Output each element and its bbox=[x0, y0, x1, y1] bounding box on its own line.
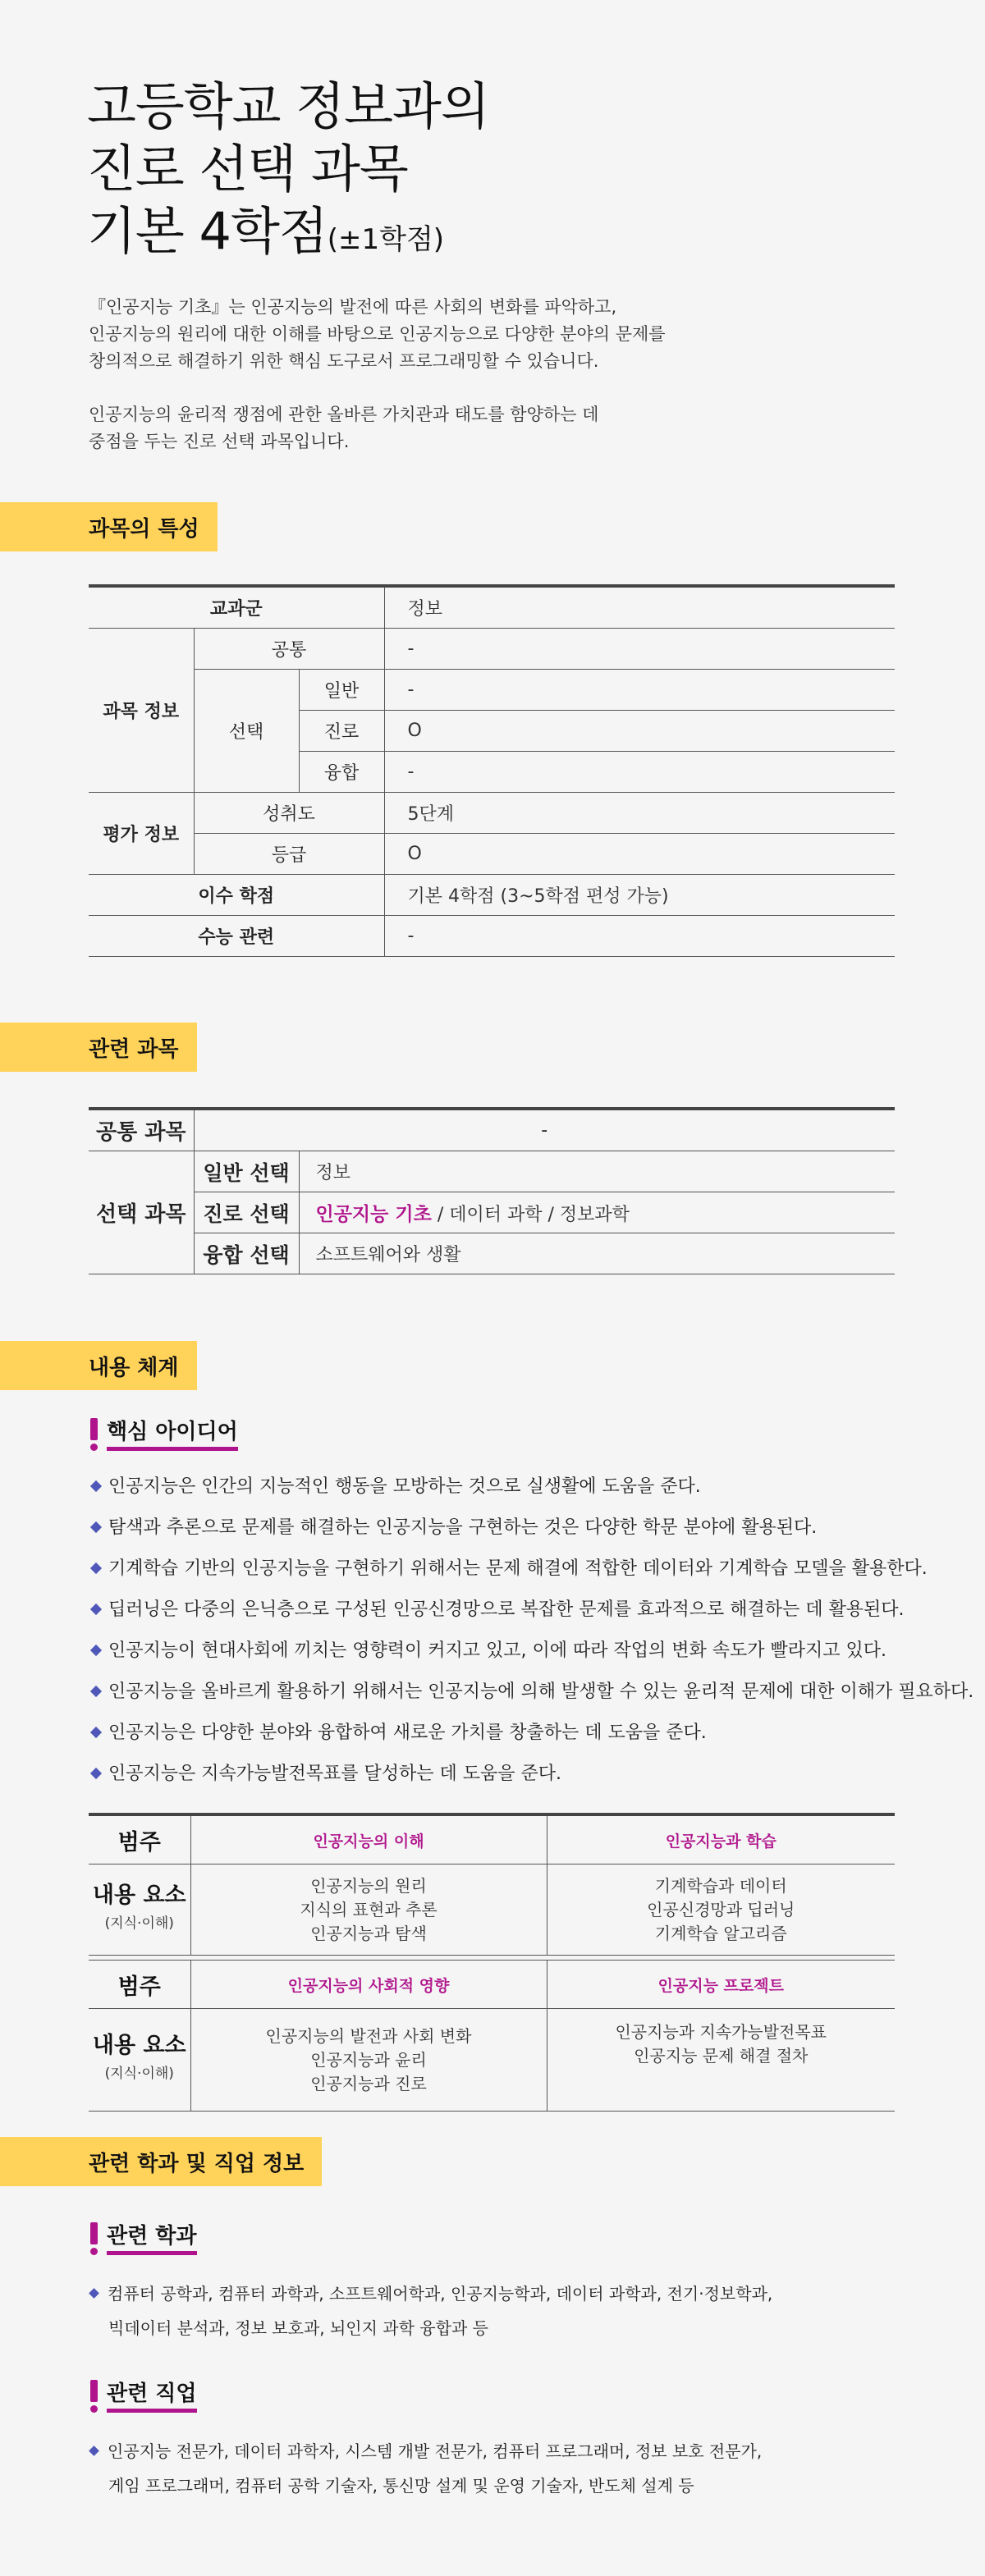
section-banner-related-courses: 관련 과목 bbox=[0, 1023, 197, 1072]
list-item-text: 기계학습 기반의 인공지능을 구현하기 위해서는 문제 해결에 적합한 데이터와 기계학습 모델을 활용한다. bbox=[108, 1558, 928, 1579]
cell-label: 공통 과목 bbox=[89, 1109, 194, 1151]
content-item: 인공지능 문제 해결 절차 bbox=[634, 2046, 809, 2066]
intro-line: 중점을 두는 진로 선택 과목입니다. bbox=[89, 432, 350, 451]
intro-paragraph-2 bbox=[89, 401, 827, 455]
list-item-text: 인공지능은 다양한 분야와 융합하여 새로운 가치를 창출하는 데 도움을 준다. bbox=[108, 1723, 707, 1743]
intro-paragraph-1 bbox=[89, 294, 827, 375]
dept-text: 컴퓨터 공학과, 컴퓨터 과학과, 소프트웨어학과, 인공지능학과, 데이터 과학과, 전기·정보학과, bbox=[108, 2284, 773, 2304]
content-item: 인공지능의 원리 bbox=[310, 1875, 427, 1896]
exclamation-icon bbox=[89, 2222, 98, 2255]
category-cell: 인공지능 프로젝트 bbox=[547, 1961, 895, 2009]
cell-label: 융합 선택 bbox=[194, 1233, 299, 1274]
subheading-label: 관련 학과 bbox=[107, 2223, 197, 2255]
list-item-text: 딥러닝은 다중의 은닉층으로 구성된 인공신경망으로 복잡한 문제를 효과적으로 해결하는 데 활용된다. bbox=[108, 1599, 905, 1620]
category-cell: 인공지능의 이해 bbox=[190, 1814, 547, 1865]
content-element-label: 내용 요소 bbox=[92, 1883, 186, 1908]
list-item-text: 인공지능이 현대사회에 끼치는 영향력이 커지고 있고, 이에 따라 작업의 변화 속도가 빨라지고 있다. bbox=[108, 1640, 886, 1661]
core-ideas-heading bbox=[89, 1418, 238, 1451]
category-cell: 인공지능과 학습 bbox=[547, 1814, 895, 1865]
intro-text bbox=[89, 294, 827, 482]
content-item: 지식의 표현과 추론 bbox=[300, 1899, 438, 1919]
list-item-text: 인공지능을 올바르게 활용하기 위해서는 인공지능에 의해 발생할 수 있는 윤리적 문제에 대한 이해가 필요하다. bbox=[108, 1681, 974, 1702]
diamond-bullet-icon bbox=[90, 1686, 102, 1697]
diamond-bullet-icon bbox=[90, 1727, 102, 1738]
list-item bbox=[89, 1676, 975, 1717]
section-banner-dept-job: 관련 학과 및 직업 정보 bbox=[0, 2137, 322, 2186]
core-ideas-list bbox=[89, 1471, 975, 1799]
cell-label: 범주 bbox=[89, 1961, 190, 2009]
cell-value: 정보 bbox=[384, 586, 895, 629]
cell-value: 5단계 bbox=[384, 792, 895, 833]
cell-label: 성취도 bbox=[194, 792, 384, 833]
cell-value: - bbox=[384, 751, 895, 792]
title-line-2: 진로 선택 과목 bbox=[87, 139, 408, 199]
content-table-wrap bbox=[89, 1813, 895, 2112]
title-line-1: 고등학교 정보과의 bbox=[87, 76, 489, 136]
list-item bbox=[89, 1512, 975, 1553]
related-dept-text bbox=[89, 2276, 951, 2345]
highlight-course: 인공지능 기초 bbox=[315, 1204, 432, 1225]
related-job-text bbox=[89, 2434, 951, 2503]
cell-value: - bbox=[384, 629, 895, 670]
cell-label: 수능 관련 bbox=[89, 915, 384, 956]
cell-label: 일반 선택 bbox=[194, 1151, 299, 1192]
features-table bbox=[89, 584, 895, 957]
cell-value: O bbox=[384, 710, 895, 751]
title-credits-range: (±1학점) bbox=[327, 223, 445, 256]
content-item: 인공지능과 윤리 bbox=[310, 2049, 427, 2070]
content-cell bbox=[190, 2009, 547, 2112]
job-line-2: 게임 프로그래머, 컴퓨터 공학 기술자, 통신망 설계 및 운영 기술자, 반도체 설계 등 bbox=[108, 2476, 694, 2496]
job-text: 인공지능 전문가, 데이터 과학자, 시스템 개발 전문가, 컴퓨터 프로그래머, 정보 보호 전문가, bbox=[108, 2441, 763, 2461]
content-element-sub: (지식·이해) bbox=[104, 1915, 174, 1932]
intro-line: 『인공지능 기초』는 인공지능의 발전에 따른 사회의 변화를 파악하고, bbox=[89, 297, 617, 317]
course-list: / 데이터 과학 / 정보과학 bbox=[431, 1205, 630, 1225]
content-cell bbox=[547, 1865, 895, 1956]
list-item bbox=[89, 1553, 975, 1594]
category-cell: 인공지능의 사회적 영향 bbox=[190, 1961, 547, 2009]
cell-label bbox=[89, 1865, 190, 1956]
job-line-1 bbox=[89, 2434, 951, 2468]
cell-value bbox=[299, 1192, 895, 1233]
cell-label: 선택 과목 bbox=[89, 1151, 194, 1274]
dept-line-2: 빅데이터 분석과, 정보 보호과, 뇌인지 과학 융합과 등 bbox=[108, 2318, 488, 2338]
page-title bbox=[87, 75, 489, 271]
cell-label: 과목 정보 bbox=[89, 629, 194, 793]
subheading-label: 핵심 아이디어 bbox=[107, 1419, 238, 1451]
content-cell bbox=[547, 2009, 895, 2112]
cell-value: - bbox=[384, 670, 895, 711]
cell-label: 진로 선택 bbox=[194, 1192, 299, 1233]
exclamation-icon bbox=[89, 2380, 98, 2413]
list-item-text: 탐색과 추론으로 문제를 해결하는 인공지능을 구현하는 것은 다양한 학문 분야에 활용된다. bbox=[108, 1517, 818, 1538]
cell-label: 범주 bbox=[89, 1814, 190, 1865]
content-item: 기계학습과 데이터 bbox=[654, 1875, 787, 1896]
diamond-bullet-icon bbox=[90, 1768, 102, 1779]
dept-line-1 bbox=[89, 2276, 951, 2311]
content-element-sub: (지식·이해) bbox=[104, 2066, 174, 2082]
diamond-bullet-icon bbox=[89, 2446, 99, 2456]
cell-value: 정보 bbox=[299, 1151, 895, 1192]
list-item bbox=[89, 1635, 975, 1676]
cell-value: - bbox=[194, 1109, 895, 1151]
cell-label: 교과군 bbox=[89, 586, 384, 629]
diamond-bullet-icon bbox=[90, 1480, 102, 1492]
related-job-heading bbox=[89, 2380, 197, 2413]
related-courses-table bbox=[89, 1107, 895, 1274]
content-item: 기계학습 알고리즘 bbox=[654, 1923, 787, 1943]
features-table-wrap bbox=[89, 584, 895, 957]
cell-label: 공통 bbox=[194, 629, 384, 670]
content-item: 인공지능의 발전과 사회 변화 bbox=[265, 2025, 472, 2046]
list-item bbox=[89, 1717, 975, 1758]
list-item bbox=[89, 1594, 975, 1635]
section-banner-features: 과목의 특성 bbox=[0, 502, 218, 551]
content-cell bbox=[190, 1865, 547, 1956]
related-dept-heading bbox=[89, 2222, 197, 2255]
cell-value: 기본 4학점 (3~5학점 편성 가능) bbox=[384, 874, 895, 915]
content-item: 인공신경망과 딥러닝 bbox=[647, 1899, 795, 1919]
cell-label: 진로 bbox=[299, 710, 384, 751]
cell-label: 등급 bbox=[194, 833, 384, 874]
cell-label: 선택 bbox=[194, 670, 299, 793]
list-item-text: 인공지능은 인간의 지능적인 행동을 모방하는 것으로 실생활에 도움을 준다. bbox=[108, 1476, 701, 1497]
subheading-label: 관련 직업 bbox=[107, 2381, 197, 2413]
content-element-label: 내용 요소 bbox=[92, 2033, 186, 2058]
intro-line: 인공지능의 윤리적 쟁점에 관한 올바른 가치관과 태도를 함양하는 데 bbox=[89, 405, 599, 424]
intro-line: 창의적으로 해결하기 위한 핵심 도구로서 프로그래밍할 수 있습니다. bbox=[89, 351, 599, 371]
intro-line: 인공지능의 원리에 대한 이해를 바탕으로 인공지능으로 다양한 분야의 문제를 bbox=[89, 324, 666, 344]
section-banner-content-system: 내용 체계 bbox=[0, 1341, 197, 1390]
content-item: 인공지능과 진로 bbox=[310, 2073, 427, 2093]
cell-label bbox=[89, 2009, 190, 2112]
cell-label: 이수 학점 bbox=[89, 874, 384, 915]
diamond-bullet-icon bbox=[90, 1645, 102, 1656]
content-item: 인공지능과 탐색 bbox=[310, 1923, 427, 1943]
related-table-wrap bbox=[89, 1107, 895, 1274]
title-line-3 bbox=[87, 200, 489, 271]
title-credits: 기본 4학점 bbox=[87, 201, 328, 261]
diamond-bullet-icon bbox=[89, 2288, 99, 2299]
cell-value: - bbox=[384, 915, 895, 956]
cell-value: O bbox=[384, 833, 895, 874]
diamond-bullet-icon bbox=[90, 1604, 102, 1615]
list-item bbox=[89, 1471, 975, 1512]
diamond-bullet-icon bbox=[90, 1521, 102, 1533]
cell-value: 소프트웨어와 생활 bbox=[299, 1233, 895, 1274]
diamond-bullet-icon bbox=[90, 1563, 102, 1574]
exclamation-icon bbox=[89, 1418, 98, 1451]
cell-label: 융합 bbox=[299, 751, 384, 792]
content-item: 인공지능과 지속가능발전목표 bbox=[615, 2022, 827, 2042]
content-system-table bbox=[89, 1813, 895, 2112]
list-item bbox=[89, 1758, 975, 1799]
cell-label: 평가 정보 bbox=[89, 792, 194, 874]
list-item-text: 인공지능은 지속가능발전목표를 달성하는 데 도움을 준다. bbox=[108, 1764, 562, 1784]
cell-label: 일반 bbox=[299, 670, 384, 711]
